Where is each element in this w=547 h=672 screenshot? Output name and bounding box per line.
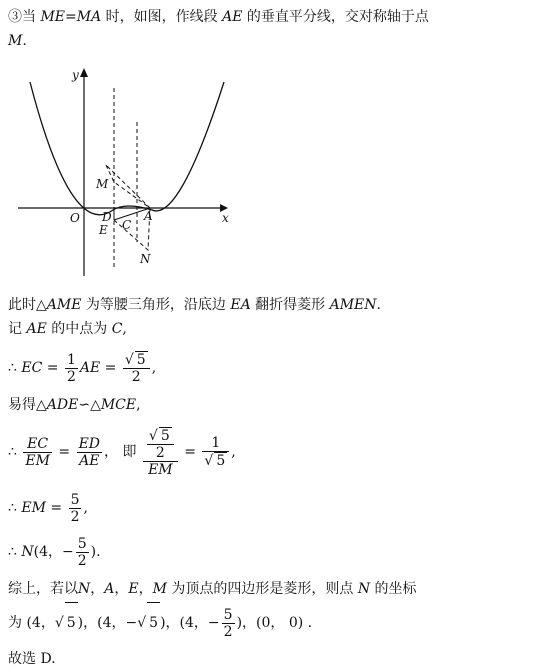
- text: 综上，若以: [8, 581, 78, 597]
- point-n: N: [21, 544, 34, 560]
- end: ,: [231, 444, 236, 460]
- comma: ，: [114, 581, 129, 597]
- end: ,: [151, 360, 157, 376]
- intro-line-2: [8, 32, 27, 50]
- sqrt: √ 5: [55, 615, 78, 631]
- label-n: N: [140, 252, 151, 266]
- midpoint-line: [8, 320, 127, 338]
- label-c: C: [122, 218, 132, 232]
- end: ,: [136, 397, 141, 413]
- den: 2: [66, 368, 76, 385]
- den: 2: [70, 508, 80, 525]
- den: √ 5: [204, 453, 226, 469]
- eq: =: [42, 360, 63, 376]
- point-m: M: [8, 33, 23, 49]
- text: 为等腰三角形，沿底边: [81, 297, 231, 313]
- ratio-equation: [8, 424, 236, 480]
- text: 易得△: [8, 397, 47, 413]
- num: 1: [66, 351, 76, 368]
- circled-number: ③: [8, 9, 22, 25]
- ec-equation: [8, 348, 156, 388]
- close: ): [90, 544, 97, 560]
- fraction-half: [65, 352, 78, 385]
- point: C: [111, 321, 123, 337]
- end: .: [96, 544, 101, 560]
- fraction-sqrt5-2: [123, 351, 150, 385]
- den: 2: [155, 444, 165, 461]
- summary-line: [8, 580, 417, 598]
- segment: AE: [79, 360, 101, 376]
- num: √ 5: [147, 427, 174, 445]
- em-equation: [8, 488, 88, 528]
- label-e: E: [99, 223, 108, 237]
- text: 为顶点的四边形是菱形，则点: [166, 581, 358, 597]
- text: )，(4，−: [77, 615, 138, 631]
- text: 记: [8, 321, 27, 337]
- segment-ae: AE: [222, 9, 243, 25]
- num: [143, 427, 178, 462]
- text: )，(0， 0) .: [236, 615, 313, 631]
- segment: AE: [26, 321, 47, 337]
- tri1: ADE: [46, 397, 79, 413]
- y-axis-arrow: [80, 68, 88, 77]
- label-y: y: [72, 68, 79, 82]
- den: EM: [148, 461, 173, 478]
- end: ,: [83, 500, 88, 516]
- intro-line-1: [8, 8, 429, 26]
- comma: ，: [138, 581, 153, 597]
- therefore-symbol: ∴: [8, 544, 22, 560]
- fraction-5-2: [76, 536, 89, 569]
- parabola-figure: [14, 62, 234, 282]
- label-m: M: [96, 177, 109, 191]
- pt: N: [357, 581, 371, 597]
- text: 为 (4，: [8, 615, 55, 631]
- intro-text-1: 当: [22, 9, 41, 25]
- inner-fraction: [147, 427, 174, 461]
- sqrt: √ 5: [137, 615, 160, 631]
- num: 5: [77, 535, 87, 552]
- den: AE: [79, 452, 100, 469]
- label-a: A: [144, 209, 153, 223]
- num: 5: [70, 491, 80, 508]
- therefore-symbol: ∴: [8, 500, 22, 516]
- label-o: O: [70, 211, 80, 225]
- radicand: 5: [136, 352, 146, 368]
- eq: =: [53, 444, 75, 460]
- fraction-1-sqrt5: [202, 435, 229, 469]
- num: 5: [223, 606, 233, 623]
- den: 2: [223, 623, 233, 640]
- text: ， 即: [104, 444, 141, 460]
- eq: =: [45, 500, 67, 516]
- condition: ME=MA: [40, 9, 102, 25]
- label-x: x: [222, 211, 229, 225]
- num: 1: [202, 435, 229, 452]
- lhs: EC: [21, 360, 43, 376]
- den: 2: [77, 552, 87, 569]
- compound-fraction: [143, 427, 178, 478]
- final-answer: [8, 650, 56, 668]
- pt: E: [128, 581, 139, 597]
- text: )，(4，−: [160, 615, 220, 631]
- similar-line: [8, 396, 141, 414]
- fraction-5-2: [69, 492, 82, 525]
- therefore-symbol: ∴: [8, 360, 22, 376]
- intro-text-2: 时，如图，作线段: [101, 9, 223, 25]
- comma: ，: [90, 581, 105, 597]
- n-coordinate: [8, 532, 101, 572]
- eq: =: [100, 360, 121, 376]
- therefore-symbol: ∴: [8, 444, 22, 460]
- lhs: EM: [21, 500, 46, 516]
- fraction-ec-em: [23, 436, 52, 469]
- text: 的坐标: [370, 581, 417, 597]
- sim: ∽△: [78, 397, 101, 413]
- pt: A: [104, 581, 115, 597]
- text: 此时△: [8, 297, 47, 313]
- den: 2: [131, 369, 141, 385]
- segment: EA: [230, 297, 251, 313]
- pt: N: [78, 581, 91, 597]
- fraction-ed-ae: [77, 436, 102, 469]
- intro-text-3: 的垂直平分线，交对称轴于点: [242, 9, 429, 25]
- num: √ 5: [123, 351, 150, 369]
- parabola-curve: [30, 82, 224, 215]
- answer-coordinates: [8, 602, 312, 643]
- end: .: [376, 297, 381, 313]
- end: ,: [122, 321, 127, 337]
- radicand: 5: [216, 453, 226, 469]
- pt: M: [152, 581, 167, 597]
- eq: =: [179, 444, 201, 460]
- tri2: MCE: [100, 397, 137, 413]
- radicand: 5: [147, 602, 160, 643]
- answer-text: 故选 D.: [8, 651, 56, 667]
- triangle-ame: [106, 165, 150, 208]
- intro-end: .: [22, 33, 27, 49]
- rhombus-name: AMEN: [329, 297, 377, 313]
- open: (4，−: [33, 544, 74, 560]
- num: ED: [78, 435, 101, 452]
- num: EC: [23, 436, 52, 453]
- fraction-5-2: [222, 607, 235, 640]
- label-d: D: [102, 210, 112, 224]
- rhombus-line: [8, 296, 381, 314]
- text: 的中点为: [46, 321, 112, 337]
- radicand: 5: [160, 427, 170, 444]
- triangle-name: AME: [46, 297, 82, 313]
- radicand: 5: [65, 602, 78, 643]
- text: 翻折得菱形: [250, 297, 330, 313]
- den: EM: [25, 452, 50, 469]
